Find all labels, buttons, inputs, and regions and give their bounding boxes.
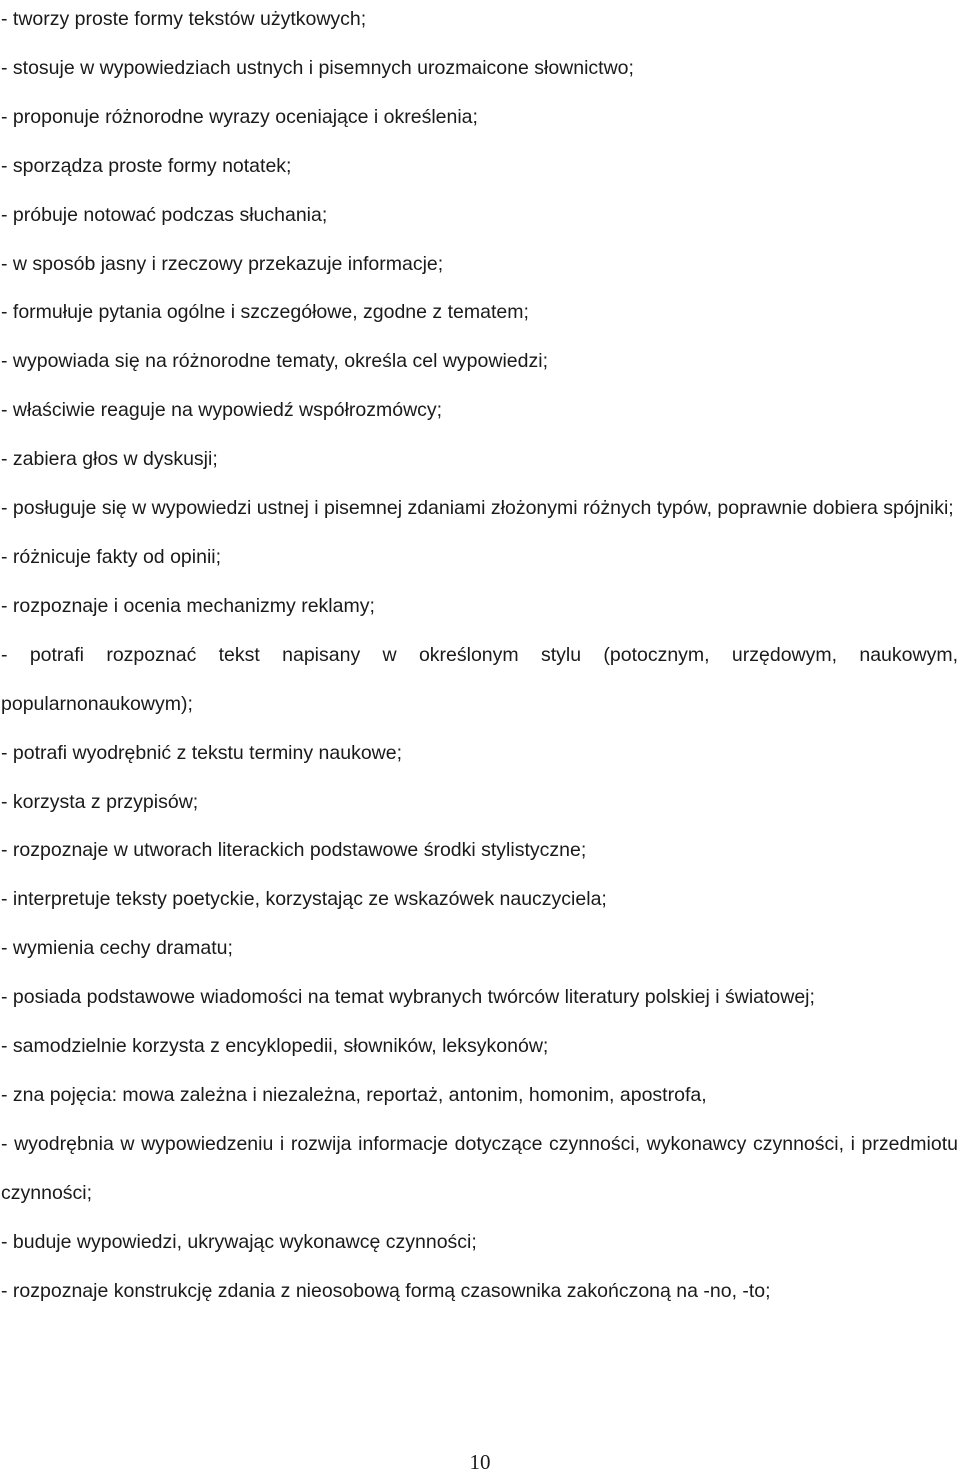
list-item: - potrafi rozpoznać tekst napisany w określonym stylu (potocznym, urzędowym, naukowym, popularnonaukowym); <box>1 643 958 715</box>
list-item: - właściwie reaguje na wypowiedź współrozmówcy; <box>1 399 443 422</box>
list-item: - potrafi wyodrębnić z tekstu terminy naukowe; <box>1 741 403 764</box>
list-item: - wymienia cechy dramatu; <box>1 937 233 960</box>
list-item: - formułuje pytania ogólne i szczegółowe, zgodne z tematem; <box>1 301 529 324</box>
requirements-list <box>1 0 958 1315</box>
list-item: - rozpoznaje konstrukcję zdania z nieosobową formą czasownika zakończoną na -no, -to; <box>1 1279 771 1302</box>
list-item: - zabiera głos w dyskusji; <box>1 448 218 471</box>
list-item: - posiada podstawowe wiadomości na temat wybranych twórców literatury polskiej i światowej; <box>1 986 815 1009</box>
list-item: - różnicuje fakty od opinii; <box>1 545 222 568</box>
list-item: - wyodrębnia w wypowiedzeniu i rozwija informacje dotyczące czynności, wykonawcy czynności, i przedmiotu czynności; <box>1 1132 958 1204</box>
list-item: - próbuje notować podczas słuchania; <box>1 203 328 226</box>
page-number: 10 <box>469 1450 491 1474</box>
list-item: - interpretuje teksty poetyckie, korzystając ze wskazówek nauczyciela; <box>1 888 607 911</box>
list-item: - zna pojęcia: mowa zależna i niezależna, reportaż, antonim, homonim, apostrofa, <box>1 1083 707 1106</box>
list-item: - proponuje różnorodne wyrazy oceniające i określenia; <box>1 105 478 128</box>
list-item: - w sposób jasny i rzeczowy przekazuje informacje; <box>1 252 444 275</box>
list-item: - rozpoznaje i ocenia mechanizmy reklamy; <box>1 594 375 617</box>
list-item: - rozpoznaje w utworach literackich podstawowe środki stylistyczne; <box>1 839 587 862</box>
list-item: - wypowiada się na różnorodne tematy, określa cel wypowiedzi; <box>1 350 548 373</box>
list-item: - samodzielnie korzysta z encyklopedii, słowników, leksykonów; <box>1 1035 549 1058</box>
list-item: - stosuje w wypowiedziach ustnych i pisemnych urozmaicone słownictwo; <box>1 56 634 79</box>
list-item: - sporządza proste formy notatek; <box>1 154 292 177</box>
list-item: - tworzy proste formy tekstów użytkowych; <box>1 8 367 30</box>
list-item: - buduje wypowiedzi, ukrywając wykonawcę czynności; <box>1 1230 477 1253</box>
list-item: - posługuje się w wypowiedzi ustnej i pisemnej zdaniami złożonymi różnych typów, poprawnie dobiera spójniki; <box>1 497 954 520</box>
list-item: - korzysta z przypisów; <box>1 790 199 813</box>
